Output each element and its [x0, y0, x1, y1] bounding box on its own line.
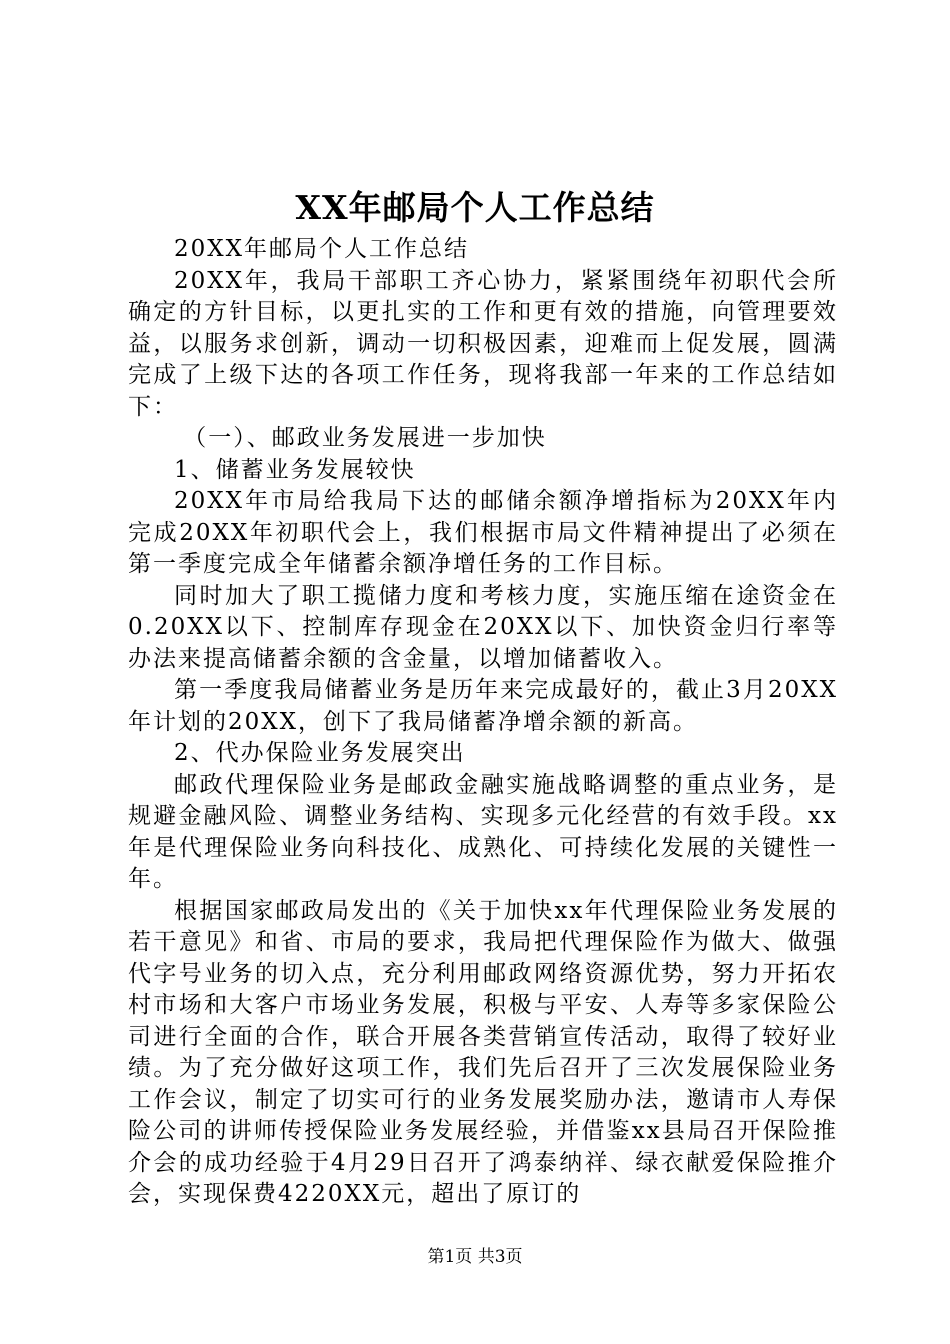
paragraph-insurance-detail: 根据国家邮政局发出的《关于加快xx年代理保险业务发展的若干意见》和省、市局的要求，我局把代理保险作为做大、做强代字号业务的切入点，充分利用邮政网络资源优势，努力开拓农村市场和大客户市场业务发展，积极与平安、人寿等多家保险公司进行全面的合作，联合开展各类营销宣传活动，取得了较好业绩。为了充分做好这项工作，我们先后召开了三次发展保险业务工作会议，制定了切实可行的业务发展奖励办法，邀请市人寿保险公司的讲师传授保险业务发展经验，并借鉴xx县局召开保险推介会的成功经验于4月29日召开了鸿泰纳祥、绿衣献爱保险推介会，实现保费4220XX元，超出了原订的: [128, 897, 838, 1207]
subsection-heading-1: 1、储蓄业务发展较快: [174, 456, 416, 483]
paragraph-savings-result: 第一季度我局储蓄业务是历年来完成最好的，截止3月20XX年计划的20XX，创下了我局储蓄净增余额的新高。: [128, 677, 838, 735]
document-body: [128, 234, 838, 1211]
page-footer: 第1页 共3页: [427, 1247, 523, 1267]
document-title: XX年邮局个人工作总结: [295, 188, 655, 227]
section-heading-1: （一）、邮政业务发展进一步加快: [183, 425, 547, 451]
paragraph-savings-measures: 同时加大了职工揽储力度和考核力度，实施压缩在途资金在0.20XX以下、控制库存现金在20XX以下、加快资金归行率等办法来提高储蓄余额的含金量，以增加储蓄收入。: [128, 582, 838, 672]
paragraph-insurance-intro: 邮政代理保险业务是邮政金融实施战略调整的重点业务，是规避金融风险、调整业务结构、实现多元化经营的有效手段。xx年是代理保险业务向科技化、成熟化、可持续化发展的关键性一年。: [128, 771, 838, 892]
subsection-heading-2: 2、代办保险业务发展突出: [174, 740, 466, 766]
paragraph-savings-target: 20XX年市局给我局下达的邮储余额净增指标为20XX年内完成20XX年初职代会上，我们根据市局文件精神提出了必须在第一季度完成全年储蓄余额净增任务的工作目标。: [128, 488, 838, 577]
paragraph-intro: 20XX年，我局干部职工齐心协力，紧紧围绕年初职代会所确定的方针目标，以更扎实的工作和更有效的措施，向管理要效益，以服务求创新，调动一切积极因素，迎难而上促发展，圆满完成了上级下达的各项工作任务，现将我部一年来的工作总结如下：: [128, 267, 838, 420]
paragraph-subtitle: 20XX年邮局个人工作总结: [174, 236, 470, 262]
